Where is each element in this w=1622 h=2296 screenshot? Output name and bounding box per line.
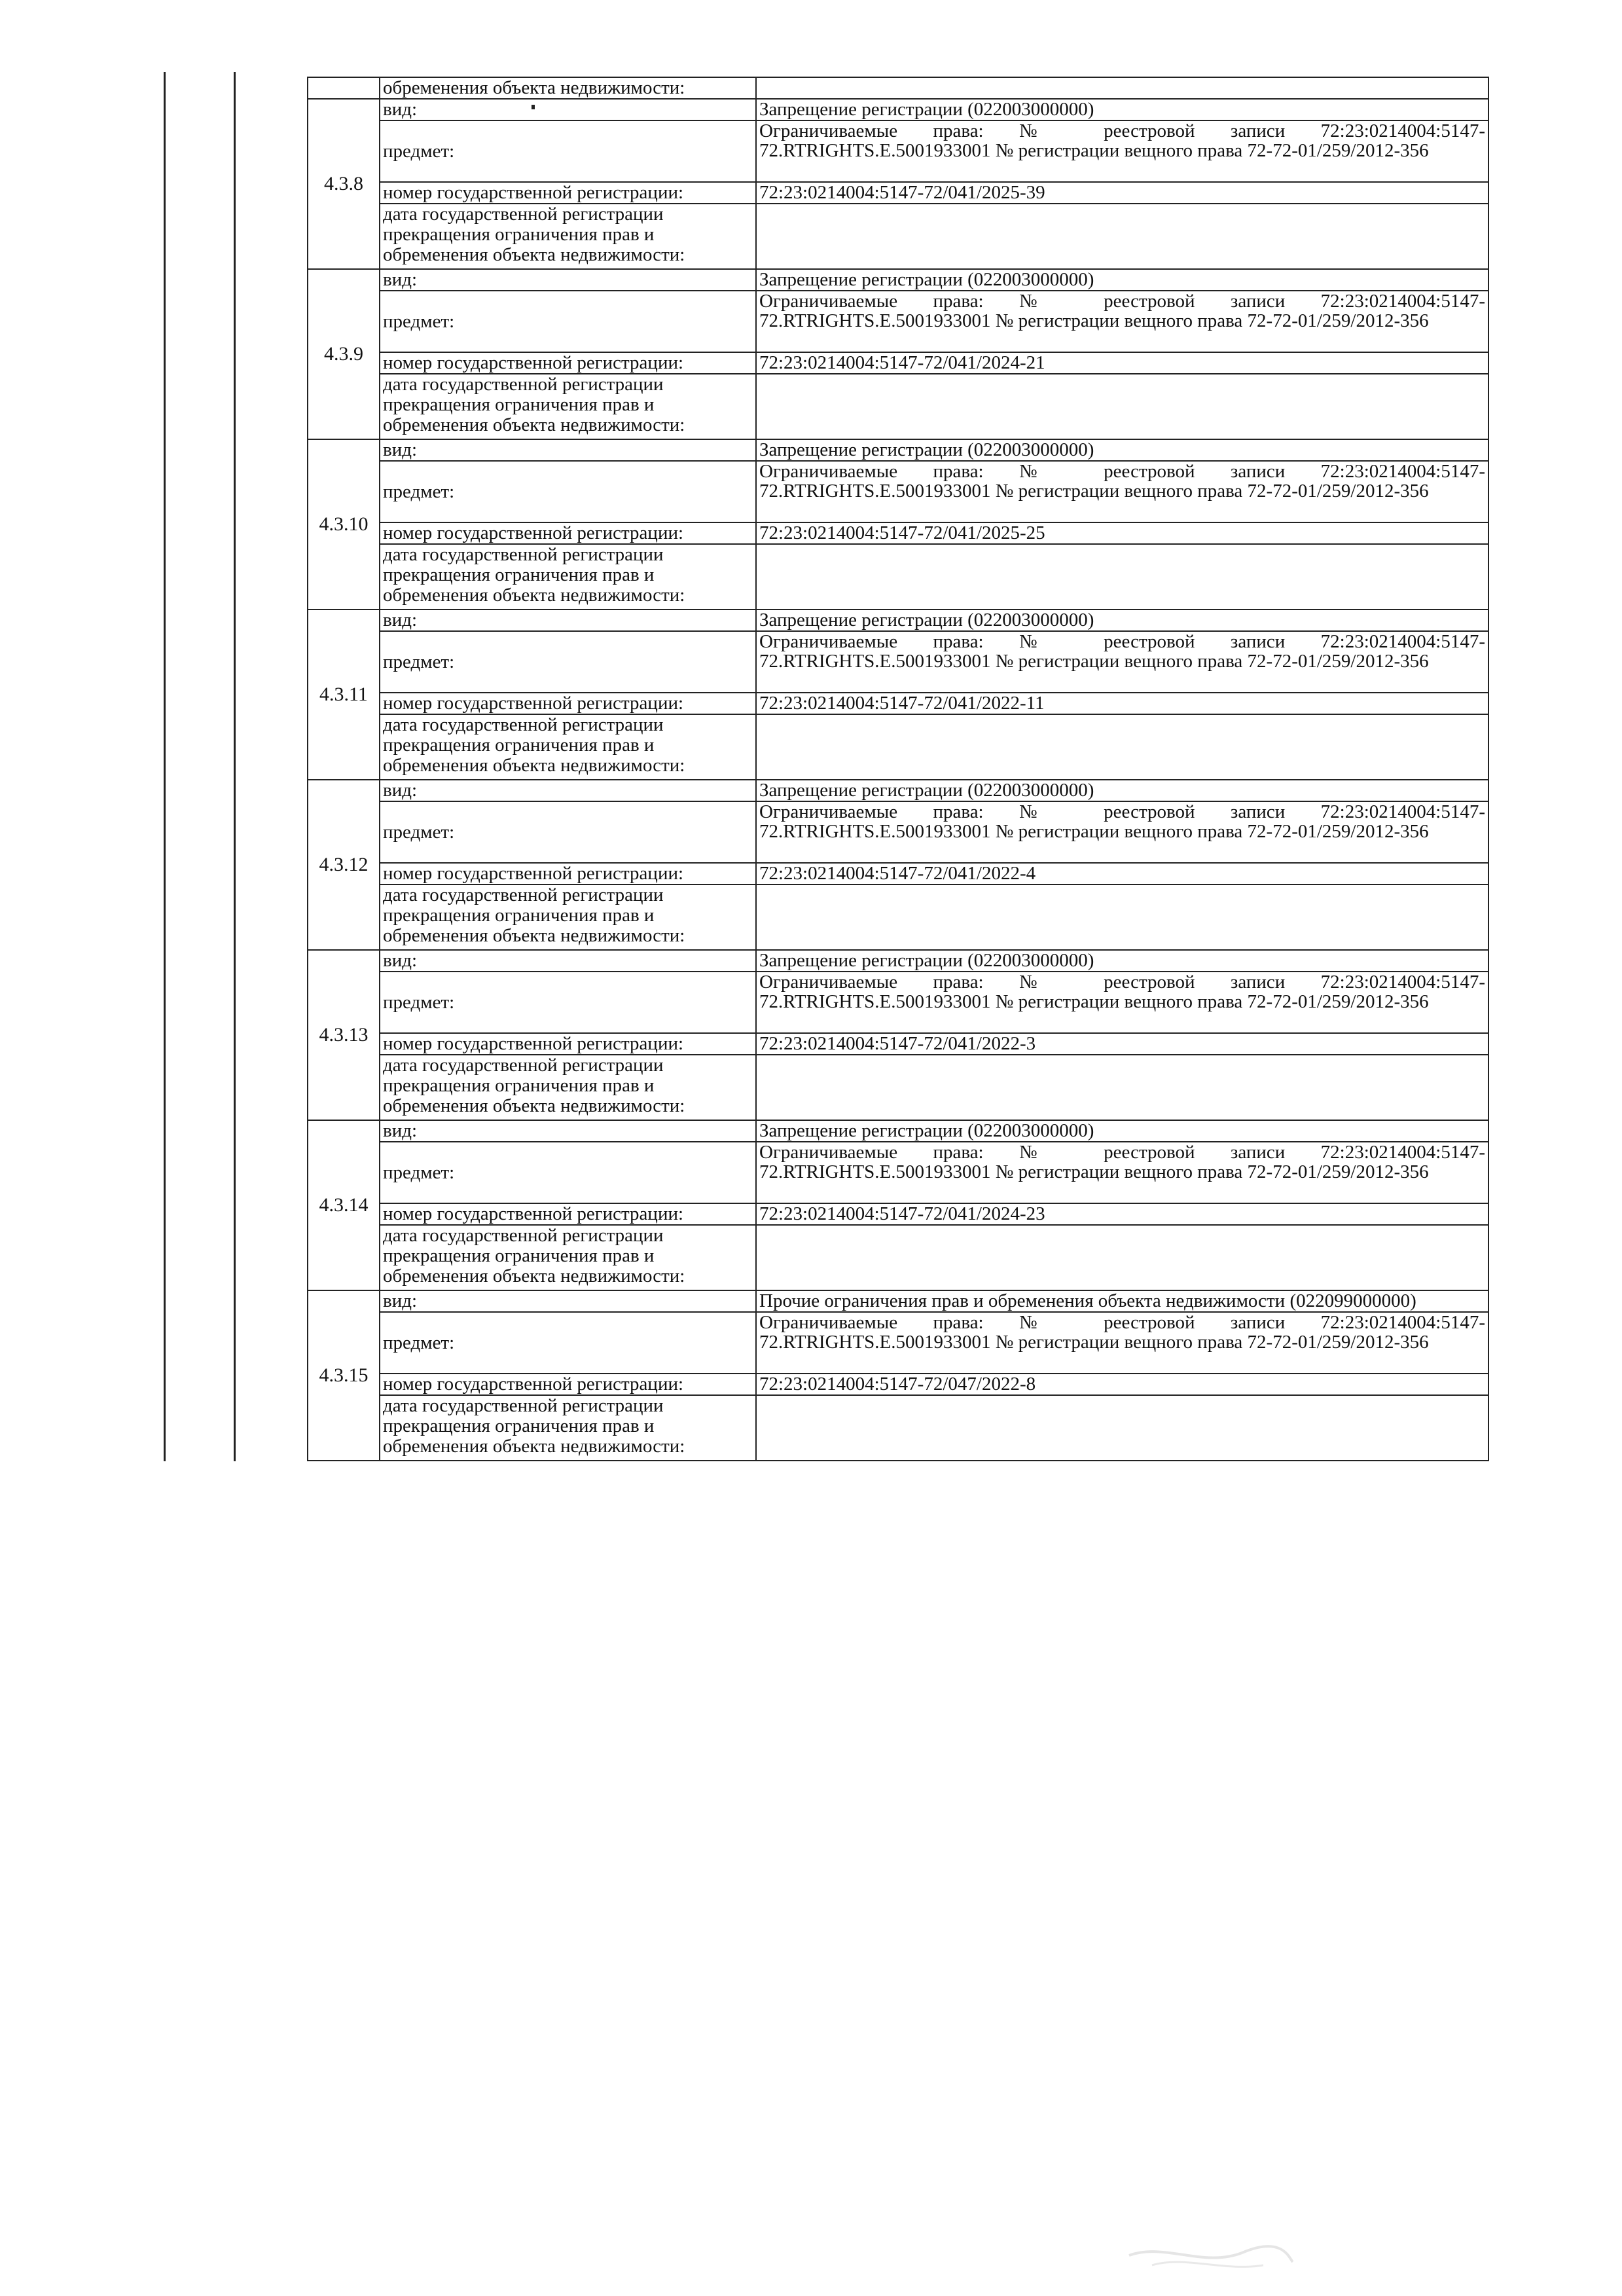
entry-reg-number-row — [308, 182, 1488, 204]
entry-number: 4.3.8 — [308, 99, 380, 269]
entry-termination-date-row — [308, 884, 1488, 950]
reg-number-value: 72:23:0214004:5147-72/041/2024-21 — [756, 352, 1488, 374]
entry-reg-number-row — [308, 693, 1488, 714]
entry-subject-row — [308, 291, 1488, 352]
continued-row — [308, 77, 1488, 99]
entry-vid-row — [308, 1120, 1488, 1142]
reg-number-value: 72:23:0214004:5147-72/041/2025-25 — [756, 522, 1488, 544]
entry-vid-row — [308, 269, 1488, 291]
subject-value: Ограничиваемые права: № реестровой записи 72:23:0214004:5147-72.RTRIGHTS.E.5001933001 № регистрации вещного права 72-72-01/259/2012-356 — [756, 631, 1488, 693]
vid-value: Запрещение регистрации (022003000000) — [756, 780, 1488, 801]
entry-subject-row — [308, 801, 1488, 863]
entry-vid-row — [308, 439, 1488, 461]
entry-number: 4.3.13 — [308, 950, 380, 1120]
reg-number-value: 72:23:0214004:5147-72/041/2022-3 — [756, 1033, 1488, 1055]
subject-label: предмет: — [380, 801, 756, 863]
entry-reg-number-row — [308, 1374, 1488, 1395]
subject-label: предмет: — [380, 291, 756, 352]
subject-value: Ограничиваемые права: № реестровой записи 72:23:0214004:5147-72.RTRIGHTS.E.5001933001 № регистрации вещного права 72-72-01/259/2012-356 — [756, 291, 1488, 352]
termination-date-label-line: обременения объекта недвижимости: — [383, 585, 685, 606]
termination-date-label-line: обременения объекта недвижимости: — [383, 755, 685, 776]
termination-date-label — [380, 1055, 756, 1120]
vid-value: Запрещение регистрации (022003000000) — [756, 950, 1488, 972]
reg-number-value: 72:23:0214004:5147-72/041/2022-11 — [756, 693, 1488, 714]
entry-subject-row — [308, 972, 1488, 1033]
entry-reg-number-row — [308, 863, 1488, 884]
vid-label: вид: — [380, 950, 756, 972]
entry-subject-row — [308, 1312, 1488, 1374]
termination-date-label — [380, 1225, 756, 1290]
inner-left-border — [234, 72, 236, 1461]
termination-date-label-line: дата государственной регистрации — [383, 884, 664, 905]
vid-label: вид: — [380, 1120, 756, 1142]
termination-date-label-line: прекращения ограничения прав и — [383, 1245, 655, 1266]
reg-number-label: номер государственной регистрации: — [380, 522, 756, 544]
scan-smudge — [1126, 2236, 1296, 2275]
reg-number-label: номер государственной регистрации: — [380, 1203, 756, 1225]
termination-date-label-line: дата государственной регистрации — [383, 714, 664, 735]
subject-value: Ограничиваемые права: № реестровой записи 72:23:0214004:5147-72.RTRIGHTS.E.5001933001 № регистрации вещного права 72-72-01/259/2012-356 — [756, 1142, 1488, 1203]
reg-number-label: номер государственной регистрации: — [380, 693, 756, 714]
entry-number: 4.3.12 — [308, 780, 380, 950]
termination-date-value — [756, 1395, 1488, 1461]
entry-reg-number-row — [308, 1033, 1488, 1055]
entry-number: 4.3.10 — [308, 439, 380, 610]
reg-number-value: 72:23:0214004:5147-72/041/2025-39 — [756, 182, 1488, 204]
termination-date-label-line: прекращения ограничения прав и — [383, 224, 655, 245]
termination-date-label — [380, 204, 756, 269]
termination-date-value — [756, 1055, 1488, 1120]
termination-date-label-line: обременения объекта недвижимости: — [383, 414, 685, 435]
encumbrance-table-body — [308, 77, 1488, 1461]
reg-number-label: номер государственной регистрации: — [380, 863, 756, 884]
subject-value: Ограничиваемые права: № реестровой записи 72:23:0214004:5147-72.RTRIGHTS.E.5001933001 № регистрации вещного права 72-72-01/259/2012-356 — [756, 801, 1488, 863]
termination-date-label-line: дата государственной регистрации — [383, 204, 664, 225]
termination-date-label-line: прекращения ограничения прав и — [383, 735, 655, 756]
termination-date-label-line: прекращения ограничения прав и — [383, 394, 655, 415]
reg-number-value: 72:23:0214004:5147-72/041/2022-4 — [756, 863, 1488, 884]
entry-termination-date-row — [308, 204, 1488, 269]
subject-label: предмет: — [380, 120, 756, 182]
termination-date-label — [380, 544, 756, 610]
entry-termination-date-row — [308, 374, 1488, 439]
vid-label: вид: — [380, 269, 756, 291]
entry-vid-row — [308, 950, 1488, 972]
vid-label: вид: — [380, 610, 756, 631]
subject-value: Ограничиваемые права: № реестровой записи 72:23:0214004:5147-72.RTRIGHTS.E.5001933001 № регистрации вещного права 72-72-01/259/2012-356 — [756, 1312, 1488, 1374]
entry-reg-number-row — [308, 352, 1488, 374]
entry-reg-number-row — [308, 1203, 1488, 1225]
subject-label: предмет: — [380, 461, 756, 522]
entry-subject-row — [308, 631, 1488, 693]
reg-number-label: номер государственной регистрации: — [380, 352, 756, 374]
termination-date-label — [380, 1395, 756, 1461]
continued-label-cell: обременения объекта недвижимости: — [380, 77, 756, 99]
reg-number-value: 72:23:0214004:5147-72/041/2024-23 — [756, 1203, 1488, 1225]
termination-date-label-line: прекращения ограничения прав и — [383, 564, 655, 585]
vid-label: вид: — [380, 99, 756, 120]
termination-date-label-line: прекращения ограничения прав и — [383, 1075, 655, 1096]
entry-vid-row — [308, 780, 1488, 801]
entry-vid-row — [308, 1290, 1488, 1312]
vid-value: Запрещение регистрации (022003000000) — [756, 1120, 1488, 1142]
termination-date-label-line: обременения объекта недвижимости: — [383, 925, 685, 946]
reg-number-value: 72:23:0214004:5147-72/047/2022-8 — [756, 1374, 1488, 1395]
reg-number-label: номер государственной регистрации: — [380, 182, 756, 204]
entry-number: 4.3.15 — [308, 1290, 380, 1461]
entry-subject-row — [308, 1142, 1488, 1203]
termination-date-value — [756, 204, 1488, 269]
vid-value: Запрещение регистрации (022003000000) — [756, 269, 1488, 291]
termination-date-value — [756, 714, 1488, 780]
termination-date-label-line: обременения объекта недвижимости: — [383, 244, 685, 265]
entry-number: 4.3.14 — [308, 1120, 380, 1290]
entry-vid-row — [308, 610, 1488, 631]
termination-date-label — [380, 374, 756, 439]
entry-termination-date-row — [308, 1225, 1488, 1290]
termination-date-label-line: обременения объекта недвижимости: — [383, 1436, 685, 1457]
entry-subject-row — [308, 120, 1488, 182]
termination-date-label-line: прекращения ограничения прав и — [383, 1415, 655, 1436]
termination-date-label — [380, 714, 756, 780]
termination-date-label-line: дата государственной регистрации — [383, 1055, 664, 1076]
vid-value: Запрещение регистрации (022003000000) — [756, 99, 1488, 120]
subject-value: Ограничиваемые права: № реестровой записи 72:23:0214004:5147-72.RTRIGHTS.E.5001933001 № регистрации вещного права 72-72-01/259/2012-356 — [756, 461, 1488, 522]
vid-value: Прочие ограничения прав и обременения объекта недвижимости (022099000000) — [756, 1290, 1488, 1312]
entry-termination-date-row — [308, 714, 1488, 780]
subject-label: предмет: — [380, 631, 756, 693]
reg-number-label: номер государственной регистрации: — [380, 1374, 756, 1395]
subject-label: предмет: — [380, 1142, 756, 1203]
termination-date-value — [756, 884, 1488, 950]
termination-date-label-line: дата государственной регистрации — [383, 544, 664, 565]
reg-number-label: номер государственной регистрации: — [380, 1033, 756, 1055]
termination-date-label-line: обременения объекта недвижимости: — [383, 1095, 685, 1116]
vid-value: Запрещение регистрации (022003000000) — [756, 610, 1488, 631]
vid-label: вид: — [380, 1290, 756, 1312]
termination-date-label — [380, 884, 756, 950]
entry-reg-number-row — [308, 522, 1488, 544]
subject-value: Ограничиваемые права: № реестровой записи 72:23:0214004:5147-72.RTRIGHTS.E.5001933001 № регистрации вещного права 72-72-01/259/2012-356 — [756, 972, 1488, 1033]
termination-date-label-line: дата государственной регистрации — [383, 1395, 664, 1416]
encumbrance-table — [307, 77, 1489, 1461]
termination-date-value — [756, 544, 1488, 610]
termination-date-value — [756, 1225, 1488, 1290]
entry-number: 4.3.11 — [308, 610, 380, 780]
entry-termination-date-row — [308, 544, 1488, 610]
outer-left-border — [164, 72, 166, 1461]
continued-number-cell — [308, 77, 380, 99]
vid-value: Запрещение регистрации (022003000000) — [756, 439, 1488, 461]
termination-date-label-line: дата государственной регистрации — [383, 1225, 664, 1246]
entry-number: 4.3.9 — [308, 269, 380, 439]
termination-date-label-line: обременения объекта недвижимости: — [383, 1266, 685, 1286]
entry-termination-date-row — [308, 1395, 1488, 1461]
termination-date-label-line: дата государственной регистрации — [383, 374, 664, 395]
entry-termination-date-row — [308, 1055, 1488, 1120]
entry-vid-row — [308, 99, 1488, 120]
subject-label: предмет: — [380, 1312, 756, 1374]
entry-subject-row — [308, 461, 1488, 522]
termination-date-value — [756, 374, 1488, 439]
vid-label: вид: — [380, 439, 756, 461]
vid-label: вид: — [380, 780, 756, 801]
continued-value-cell — [756, 77, 1488, 99]
termination-date-label-line: прекращения ограничения прав и — [383, 905, 655, 926]
subject-value: Ограничиваемые права: № реестровой записи 72:23:0214004:5147-72.RTRIGHTS.E.5001933001 № регистрации вещного права 72-72-01/259/2012-356 — [756, 120, 1488, 182]
subject-label: предмет: — [380, 972, 756, 1033]
